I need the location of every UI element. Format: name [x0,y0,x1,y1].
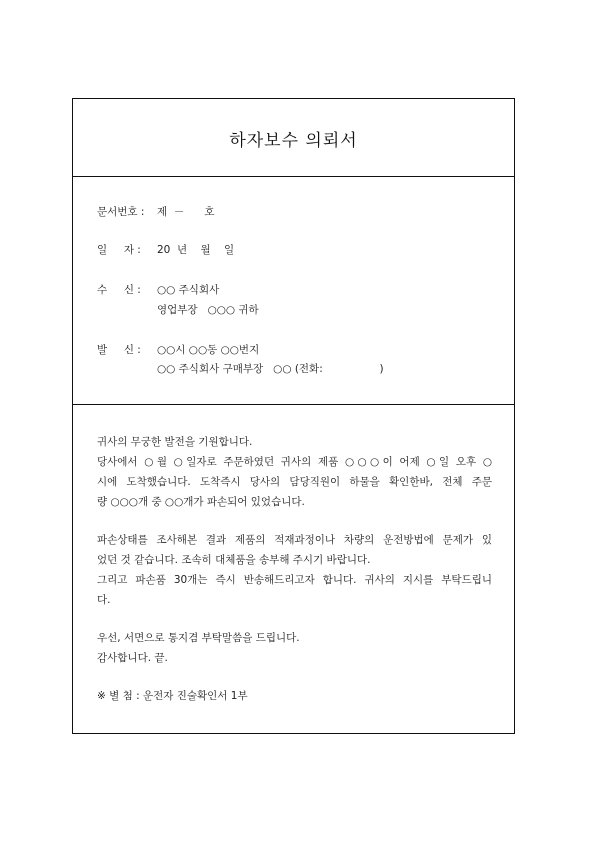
doc-number-value: 제 － 호 [157,206,215,218]
body-line: 시에 도착했습니다. 도착즉시 당사의 담당직원이 하물을 확인한바, 전체 주문 [97,476,492,488]
recipient-person: 영업부장 ○○○ 귀하 [157,304,259,316]
info-section [73,177,514,405]
request-form [72,98,515,734]
body-line: 었던 것 같습니다. 조속히 대체품을 송부해 주시기 바랍니다. [97,554,371,566]
sender-label: 발 신 : [97,344,141,356]
document-title: 하자보수 의뢰서 [229,131,358,151]
sender-address: ○○시 ○○동 ○○번지 [157,344,260,356]
title-section [73,99,514,177]
date-label: 일 자 : [97,244,141,256]
doc-number-label: 문서번호 : [97,206,145,218]
body-line: 파손상태를 조사해본 결과 제품의 적재과정이나 차량의 운전방법에 문제가 있 [97,534,492,546]
recipient-company: ○○ 주식회사 [157,284,220,296]
greeting-line: 귀사의 무궁한 발전을 기원합니다. [97,436,253,448]
body-line: 량 ○○○개 중 ○○개가 파손되어 있었습니다. [97,496,305,508]
attachment-note: ※ 별 첨 : 운전자 진술확인서 1부 [97,690,248,702]
closing-line: 우선, 서면으로 통지겸 부탁말씀을 드립니다. [97,632,300,644]
recipient-label: 수 신 : [97,284,141,296]
body-line: 다. [97,594,111,606]
date-value: 20 년 월 일 [157,244,235,256]
thanks-line: 감사합니다. 끝. [97,652,168,664]
body-line: 그리고 파손품 30개는 즉시 반송해드리고자 합니다. 귀사의 지시를 부탁드립니 [97,574,492,586]
body-line: 당사에서 ○월 ○일자로 주문하였던 귀사의 제품 ○○○이 어제 ○일 오후 ○ [97,456,492,468]
sender-person: ○○ 주식회사 구매부장 ○○ (전화: ) [157,363,384,375]
